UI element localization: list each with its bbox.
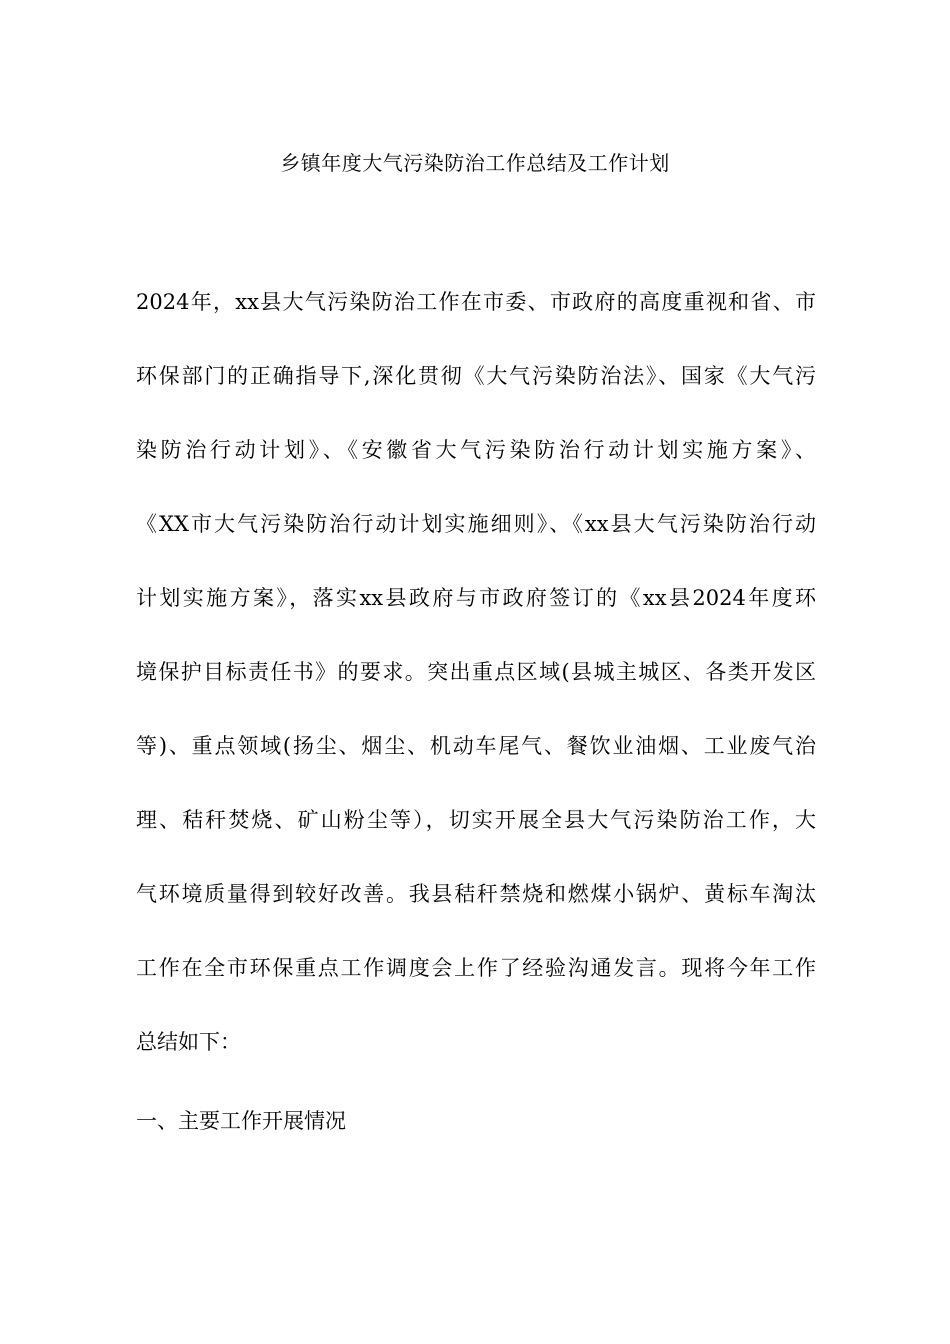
- paragraph-line: 环保部门的正确指导下,深化贯彻《大气污染防治法》、国家《大气污: [136, 364, 816, 388]
- paragraph-line: 染防治行动计划》、《安徽省大气污染防治行动计划实施方案》、: [136, 438, 816, 462]
- paragraph-line: 境保护目标责任书》的要求。突出重点区域(县城主城区、各类开发区: [136, 660, 816, 684]
- paragraph-line: 工作在全市环保重点工作调度会上作了经验沟通发言。现将今年工作: [136, 956, 816, 980]
- paragraph-line: 气环境质量得到较好改善。我县秸秆禁烧和燃煤小锅炉、黄标车淘汰: [136, 882, 816, 906]
- paragraph-line: 理、秸秆焚烧、矿山粉尘等），切实开展全县大气污染防治工作，大: [136, 808, 816, 832]
- paragraph-line: 计划实施方案》，落实xx县政府与市政府签订的《xx县2024年度环: [136, 586, 816, 610]
- paragraph-line: 《XX市大气污染防治行动计划实施细则》、《xx县大气污染防治行动: [136, 512, 816, 536]
- paragraph-line: 2024年，xx县大气污染防治工作在市委、市政府的高度重视和省、市: [136, 290, 816, 314]
- document-title: 乡镇年度大气污染防治工作总结及工作计划: [280, 151, 670, 175]
- paragraph-line: 总结如下：: [136, 1030, 241, 1054]
- intro-paragraph: [136, 284, 816, 1098]
- section-heading: 一、主要工作开展情况: [136, 1109, 346, 1133]
- paragraph-line: 等)、重点领域(扬尘、烟尘、机动车尾气、餐饮业油烟、工业废气治: [136, 734, 816, 758]
